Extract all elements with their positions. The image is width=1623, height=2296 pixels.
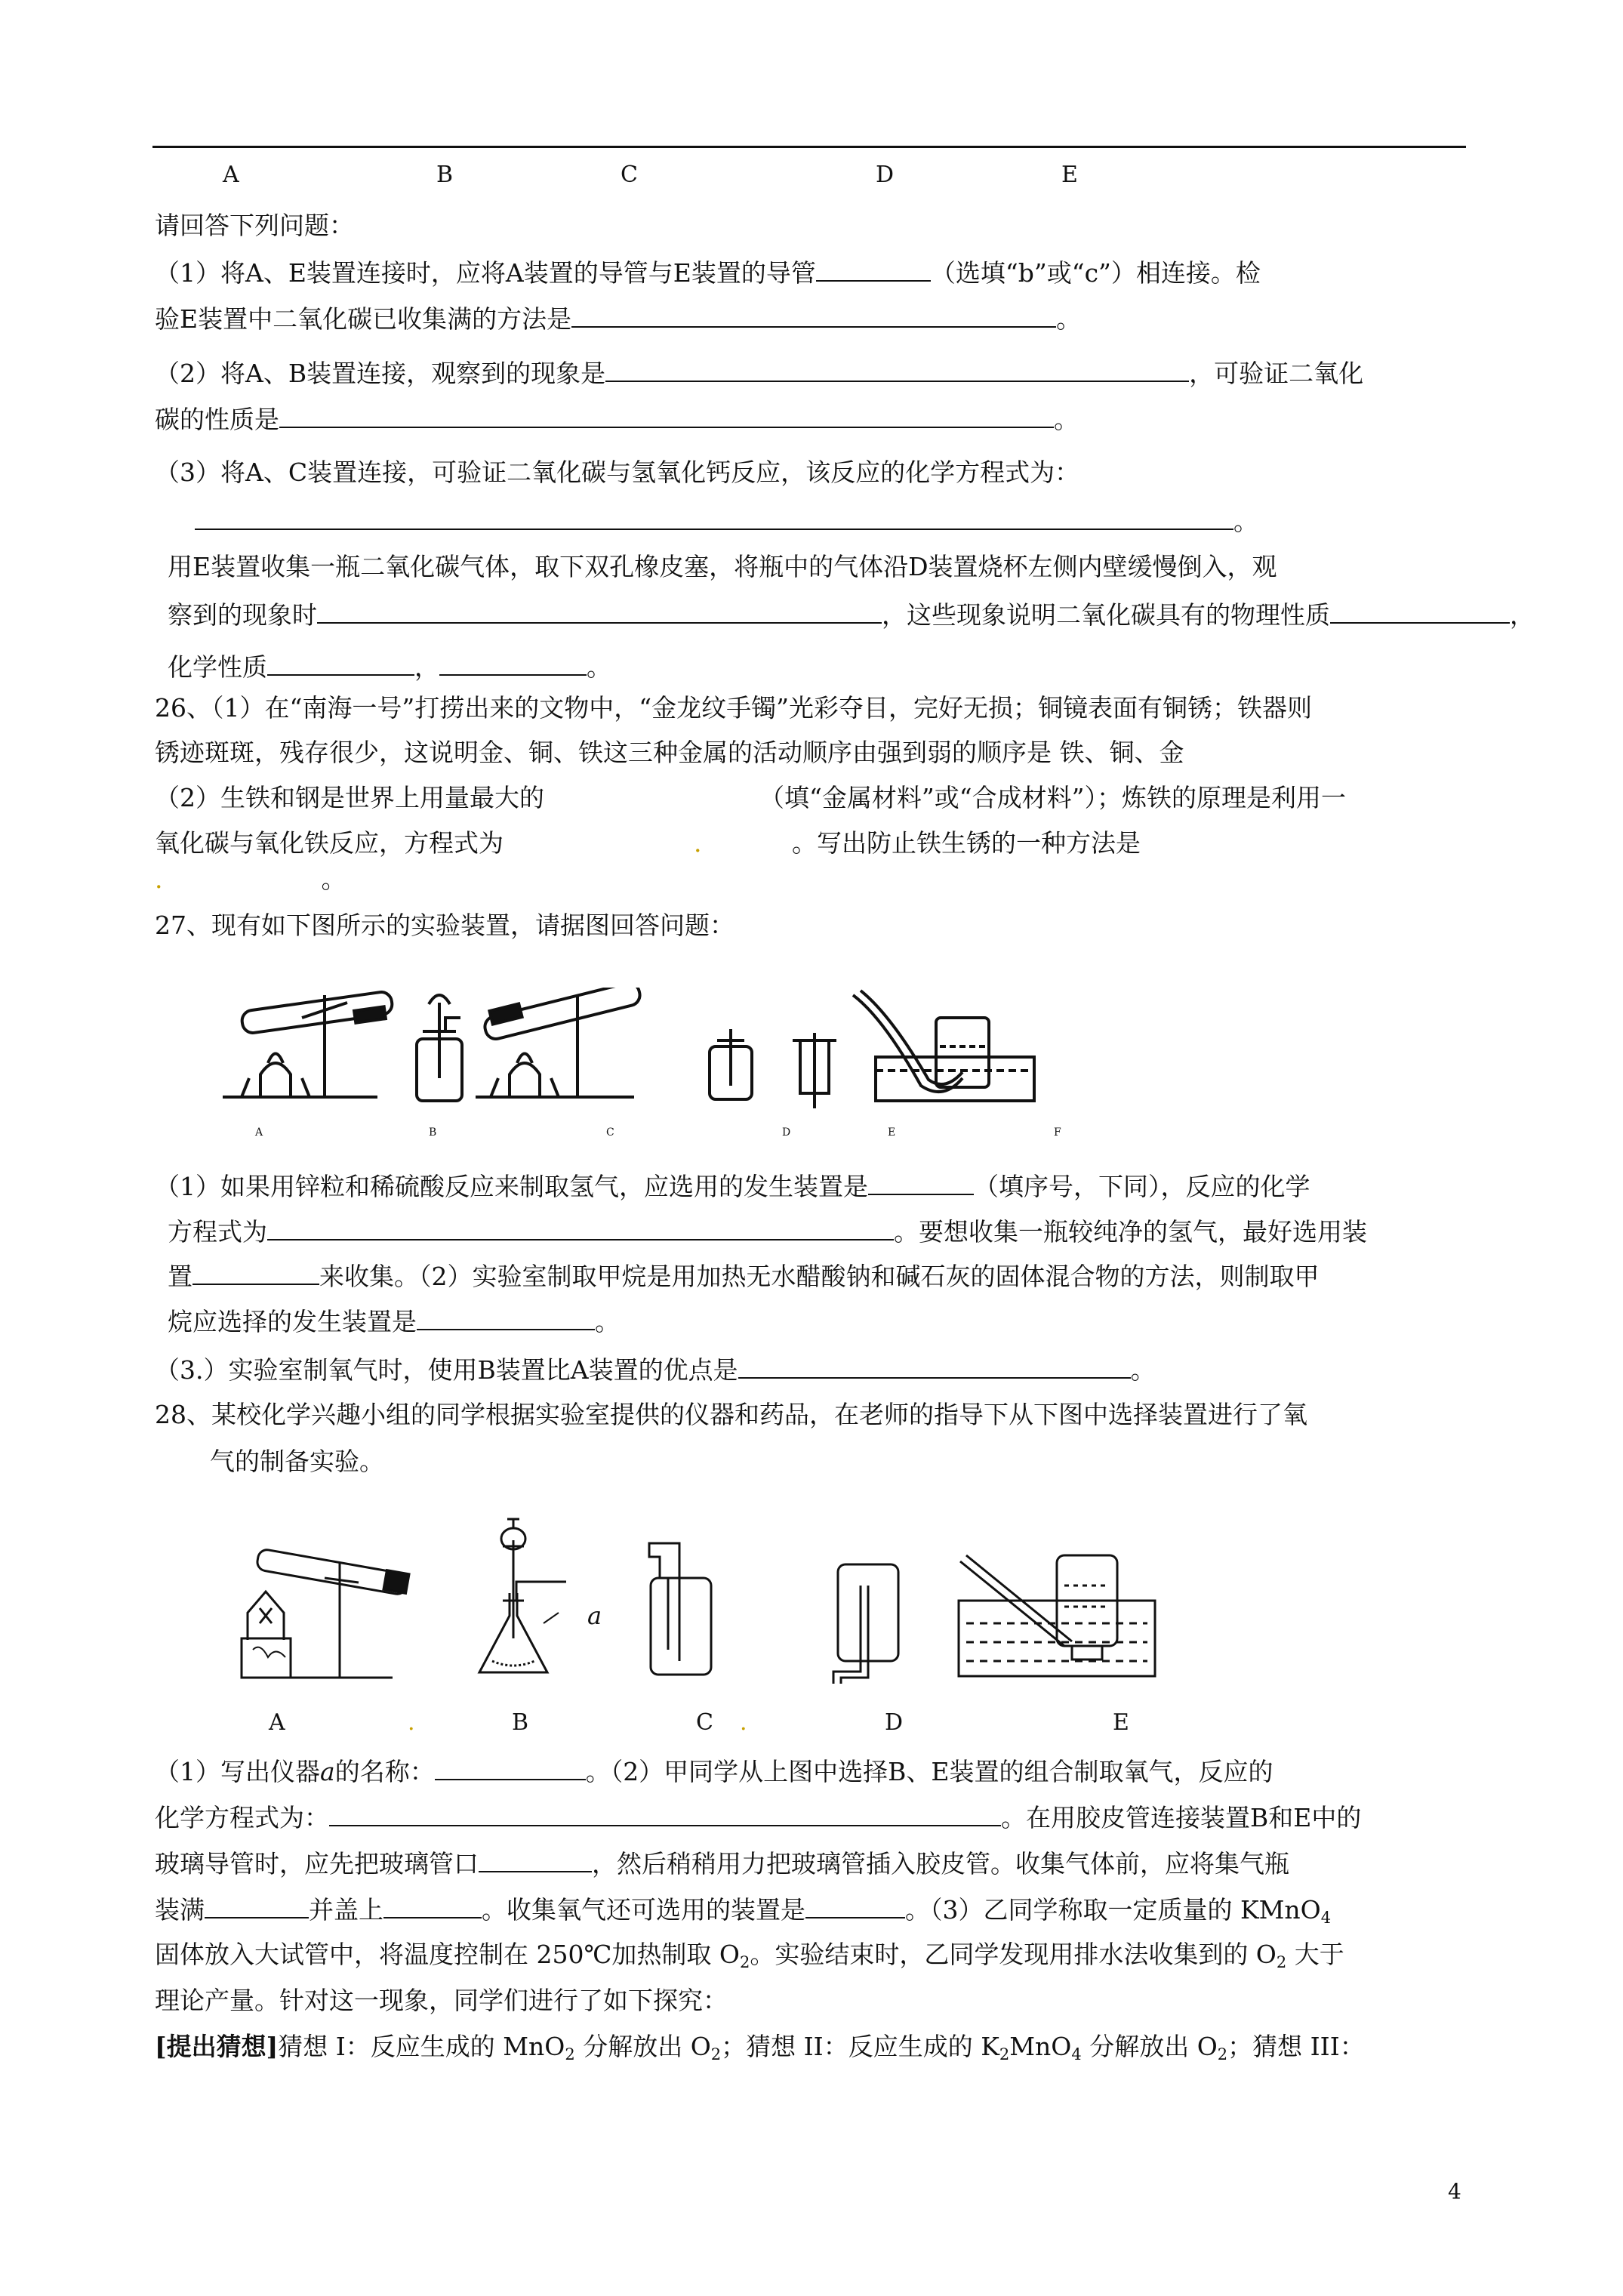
q28-apparatus-e xyxy=(959,1555,1155,1676)
q28-part3-line1: 固体放入大试管中，将温度控制在 250℃加热制取 $O_2$。实验结束时，乙同学发现用排水法收集到的 $O_2$ 大于 xyxy=(155,1940,1344,1971)
q27-fig-label-a: A xyxy=(255,1126,263,1139)
answer-blank[interactable] xyxy=(329,1799,1001,1826)
q28-part1-line2: 化学方程式为： 。在用胶皮管连接装置B和E中的 xyxy=(155,1799,1361,1835)
q28-apparatus-figure xyxy=(226,1510,1434,1691)
q25-part2-line2: 碳的性质是 。 xyxy=(155,401,1079,437)
q28-apparatus-b xyxy=(479,1519,566,1672)
q28-fig-mark-a: a xyxy=(587,1601,602,1630)
q25-fig-label-b: B xyxy=(436,162,454,188)
q26-line1: 26、（1）在“南海一号”打捞出来的文物中，“金龙纹手镯”光彩夺目，完好无损；铜镜表面有铜锈；铁器则 xyxy=(155,693,1312,723)
q25-fig-label-e: E xyxy=(1061,162,1078,188)
q25-fig-label-a: A xyxy=(223,162,239,188)
q25-intro: 请回答下列问题： xyxy=(155,211,354,240)
answer-blank[interactable] xyxy=(439,649,587,676)
apparatus-a-heated-tube xyxy=(223,991,393,1097)
q27-fig-label-d: D xyxy=(782,1126,791,1139)
q28-fig-dot: . xyxy=(408,1709,415,1736)
q26-line3: （2）生铁和钢是世界上用量最大的 （填“金属材料”或“合成材料”）；炼铁的原理是利用一 xyxy=(155,783,1346,812)
q25-fig-label-c: C xyxy=(621,162,638,188)
q28-apparatus-c xyxy=(649,1543,711,1675)
answer-blank[interactable] xyxy=(479,1845,592,1872)
answer-blank[interactable] xyxy=(435,1753,586,1780)
answer-blank[interactable] xyxy=(816,254,931,282)
q26-line2: 锈迹斑斑，残存很少，这说明金、铜、铁这三种金属的活动顺序由强到弱的顺序是 铁、铜、金 xyxy=(155,738,1184,767)
answer-blank[interactable] xyxy=(417,1303,595,1330)
answer-blank[interactable] xyxy=(279,401,1054,428)
q25-fig-label-d: D xyxy=(876,162,895,188)
answer-blank[interactable] xyxy=(868,1168,974,1195)
q27-part1-line3: 置 来收集。（2）实验室制取甲烷是用加热无水醋酸钠和碱石灰的固体混合物的方法，则制取甲 xyxy=(168,1258,1320,1294)
q25-part1-line2: 验E装置中二氧化碳已收集满的方法是 。 xyxy=(155,300,1081,337)
answer-blank[interactable] xyxy=(317,596,882,624)
answer-blank[interactable] xyxy=(605,355,1189,382)
q28-part1-line1: （1）写出仪器a的名称： 。（2）甲同学从上图中选择B、E装置的组合制取氧气，反应的 xyxy=(155,1753,1273,1789)
apparatus-e-inverted-jar xyxy=(793,1033,836,1108)
q28-apparatus-a xyxy=(242,1549,409,1678)
header-rule xyxy=(152,146,1466,148)
answer-blank[interactable] xyxy=(267,1213,894,1240)
q25-part4-line1: 用E装置收集一瓶二氧化碳气体，取下双孔橡皮塞，将瓶中的气体沿D装置烧杯左侧内壁缓慢倒入，观 xyxy=(168,552,1277,581)
q27-part3-line: （3.）实验室制氧气时，使用B装置比A装置的优点是 。 xyxy=(155,1351,1156,1388)
q28-part1-line4: 装满 并盖上 。收集氧气还可选用的装置是 。（3）乙同学称取一定质量的 KMnO$_4$ xyxy=(155,1891,1331,1928)
q28-fig-label-c: C xyxy=(696,1709,713,1736)
answer-space[interactable]: . xyxy=(694,828,702,858)
answer-blank[interactable] xyxy=(383,1891,482,1918)
q28-fig-label-d: D xyxy=(885,1709,904,1736)
q25-part1-line1: （1）将A、E装置连接时，应将A装置的导管与E装置的导管 （选填“b”或“c”）相连接。检 xyxy=(155,254,1261,291)
q27-part1-line2: 方程式为 。要想收集一瓶较纯净的氢气，最好选用装 xyxy=(168,1213,1367,1250)
q26-line5: . 。 xyxy=(155,864,346,894)
q25-part4-line2: 察到的现象时 ，这些现象说明二氧化碳具有的物理性质 ， xyxy=(168,596,1535,633)
q28-part3-line2: 理论产量。针对这一现象，同学们进行了如下探究： xyxy=(155,1986,728,2015)
q28-apparatus-d xyxy=(833,1564,898,1684)
apparatus-d-gas-jar xyxy=(710,1029,752,1099)
q25-part2-line1: （2）将A、B装置连接，观察到的现象是 ，可验证二氧化 xyxy=(155,355,1363,391)
q27-fig-label-c: C xyxy=(606,1126,614,1139)
answer-blank[interactable] xyxy=(571,300,1056,328)
q28-stem-line1: 28、某校化学兴趣小组的同学根据实验室提供的仪器和药品，在老师的指导下从下图中选择装置进行了氧 xyxy=(155,1400,1307,1429)
q28-fig-dot: . xyxy=(740,1709,747,1736)
q26-line4: 氧化碳与氧化铁反应，方程式为 . 。写出防止铁生锈的一种方法是 xyxy=(155,826,1141,861)
q27-stem: 27、现有如下图所示的实验装置，请据图回答问题： xyxy=(155,911,735,940)
q25-part3-line2: 。 xyxy=(195,503,1258,539)
answer-blank[interactable] xyxy=(267,649,414,676)
q27-fig-label-f: F xyxy=(1054,1126,1061,1139)
q28-stem-line2: 气的制备实验。 xyxy=(210,1447,384,1476)
q28-part1-line3: 玻璃导管时，应先把玻璃管口 ，然后稍稍用力把玻璃管插入胶皮管。收集气体前，应将集气瓶 xyxy=(155,1845,1289,1881)
apparatus-f-water-trough xyxy=(853,991,1034,1101)
apparatus-b-bottle xyxy=(417,995,462,1101)
q27-part2-line: 烷应选择的发生装置是 。 xyxy=(168,1303,620,1339)
answer-blank[interactable] xyxy=(805,1891,905,1918)
answer-blank[interactable] xyxy=(205,1891,309,1918)
page-number: 4 xyxy=(1448,2179,1461,2204)
answer-blank[interactable] xyxy=(195,503,1233,530)
q27-fig-label-e: E xyxy=(888,1126,896,1139)
q28-fig-label-b: B xyxy=(512,1709,529,1736)
answer-blank[interactable] xyxy=(192,1258,319,1285)
q28-fig-label-e: E xyxy=(1113,1709,1129,1736)
q25-part3-line1: （3）将A、C装置连接，可验证二氧化碳与氢氧化钙反应，该反应的化学方程式为： xyxy=(155,458,1080,487)
apparatus-c-heated-tube xyxy=(476,988,642,1097)
answer-blank[interactable] xyxy=(1330,596,1510,624)
q28-hypothesis-line: [提出猜想]猜想 I：反应生成的 MnO$_2$ 分解放出 $O_2$；猜想 II：反应生成的 $K_2MnO_4$ 分解放出 $O_2$；猜想 III： xyxy=(155,2032,1365,2063)
answer-blank[interactable] xyxy=(738,1351,1131,1379)
q27-fig-label-b: B xyxy=(429,1126,437,1139)
q27-part1-line1: （1）如果用锌粒和稀硫酸反应来制取氢气，应选用的发生装置是 （填序号，下同），反应的化学 xyxy=(155,1168,1310,1204)
q28-fig-label-a: A xyxy=(269,1709,285,1736)
q25-part4-line3: 化学性质 ， 。 xyxy=(168,649,611,685)
q27-apparatus-figure xyxy=(219,988,1140,1123)
